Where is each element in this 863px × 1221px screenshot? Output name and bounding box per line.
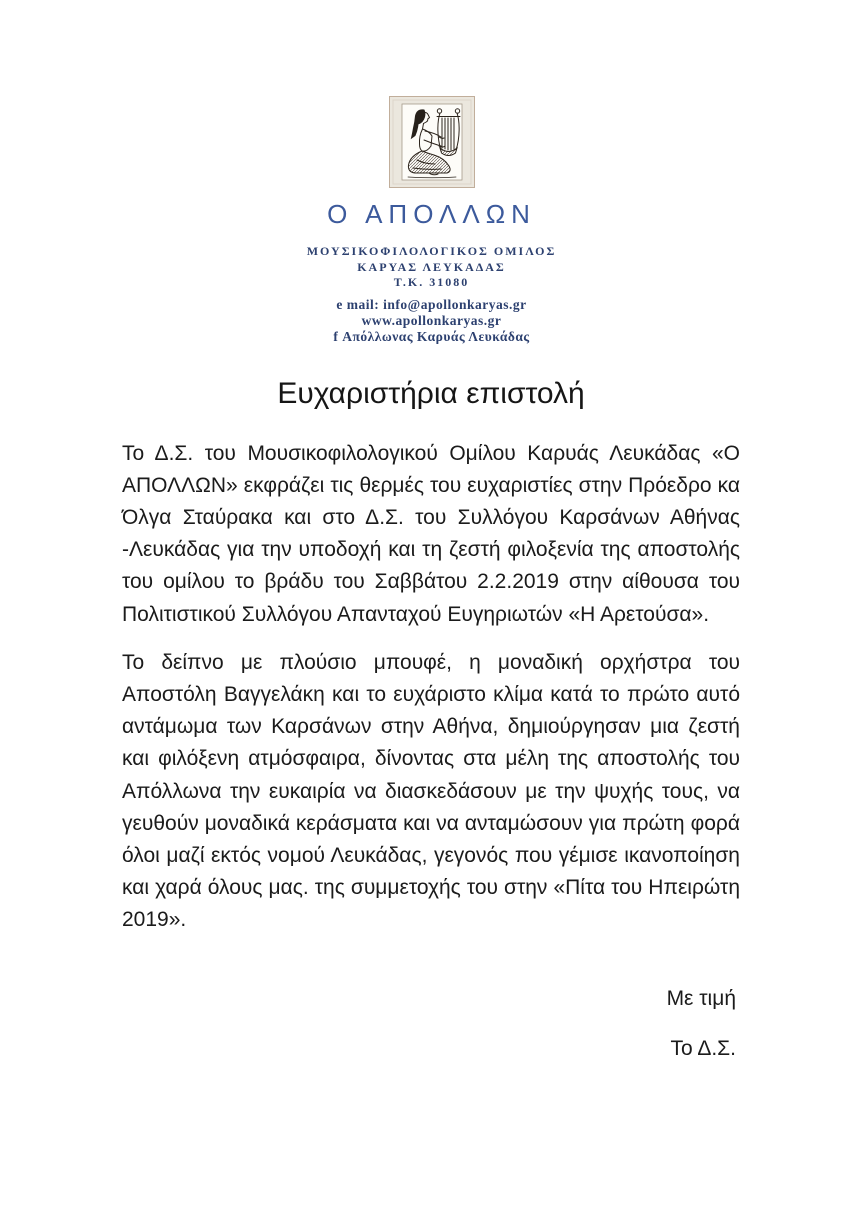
letter-body xyxy=(122,377,740,1065)
closing-signature: Το Δ.Σ. xyxy=(670,1036,736,1060)
apollo-lyre-logo xyxy=(389,96,475,188)
org-contact-block xyxy=(0,297,863,345)
org-name: Ο ΑΠΟΛΛΩΝ xyxy=(327,199,536,229)
letterhead xyxy=(0,0,863,345)
org-postal-code: Τ.Κ. 31080 xyxy=(393,275,470,289)
org-facebook: f Απόλλωνας Καρυάς Λευκάδας xyxy=(333,328,530,344)
apollo-lyre-logo-image xyxy=(389,96,475,188)
closing-block xyxy=(122,983,740,1065)
paragraph-1: Το Δ.Σ. του Μουσικοφιλολογικού Ομίλου Καρυάς Λευκάδας «Ο ΑΠΟΛΛΩΝ» εκφράζει τις θερμές του ευχαριστίες στην Πρόεδρο κα Όλγα Σταύρακα και στο Δ.Σ. του Συλλόγου Καρσάνων Αθήνας -Λευκάδας για την υποδοχή και τη ζεστή φιλοξενία της αποστολής του ομίλου το βράδυ του Σαββάτου 2.2.2019 στην αίθουσα του Πολιτιστικού Συλλόγου Απανταχού Ευγηριωτών «Η Αρετούσα». xyxy=(122,441,740,626)
org-subtitle-line1: ΜΟΥΣΙΚΟΦΙΛΟΛΟΓΙΚΟΣ ΟΜΙΛΟΣ xyxy=(306,244,557,258)
org-subtitle-block xyxy=(0,244,863,291)
org-email: e mail: info@apollonkaryas.gr xyxy=(336,296,527,312)
org-website: www.apollonkaryas.gr xyxy=(361,312,502,328)
letter-title: Ευχαριστήρια επιστολή xyxy=(277,376,585,410)
org-subtitle-line2: ΚΑΡΥΑΣ ΛΕΥΚΑΔΑΣ xyxy=(357,259,506,274)
paragraph-2: Το δείπνο με πλούσιο μπουφέ, η μοναδική ορχήστρα του Αποστόλη Βαγγελάκη και το ευχάριστο κλίμα κατά το πρώτο αυτό αντάμωμα των Καρσάνων στην Αθήνα, δημιούργησαν μια ζεστή και φιλόξενη ατμόσφαιρα, δίνοντας στα μέλη της αποστολής του Απόλλωνα την ευκαιρία να διασκεδάσουν με την ψυχής τους, να γευθούν μοναδικά κεράσματα και να ανταμώσουν για πρώτη φορά όλοι μαζί εκτός νομού Λευκάδας, γεγονός που γέμισε ικανοποίηση και χαρά όλους μας. της συμμετοχής του στην «Πίτα του Ηπειρώτη 2019». xyxy=(122,650,740,932)
closing-salutation: Με τιμή xyxy=(666,986,736,1010)
